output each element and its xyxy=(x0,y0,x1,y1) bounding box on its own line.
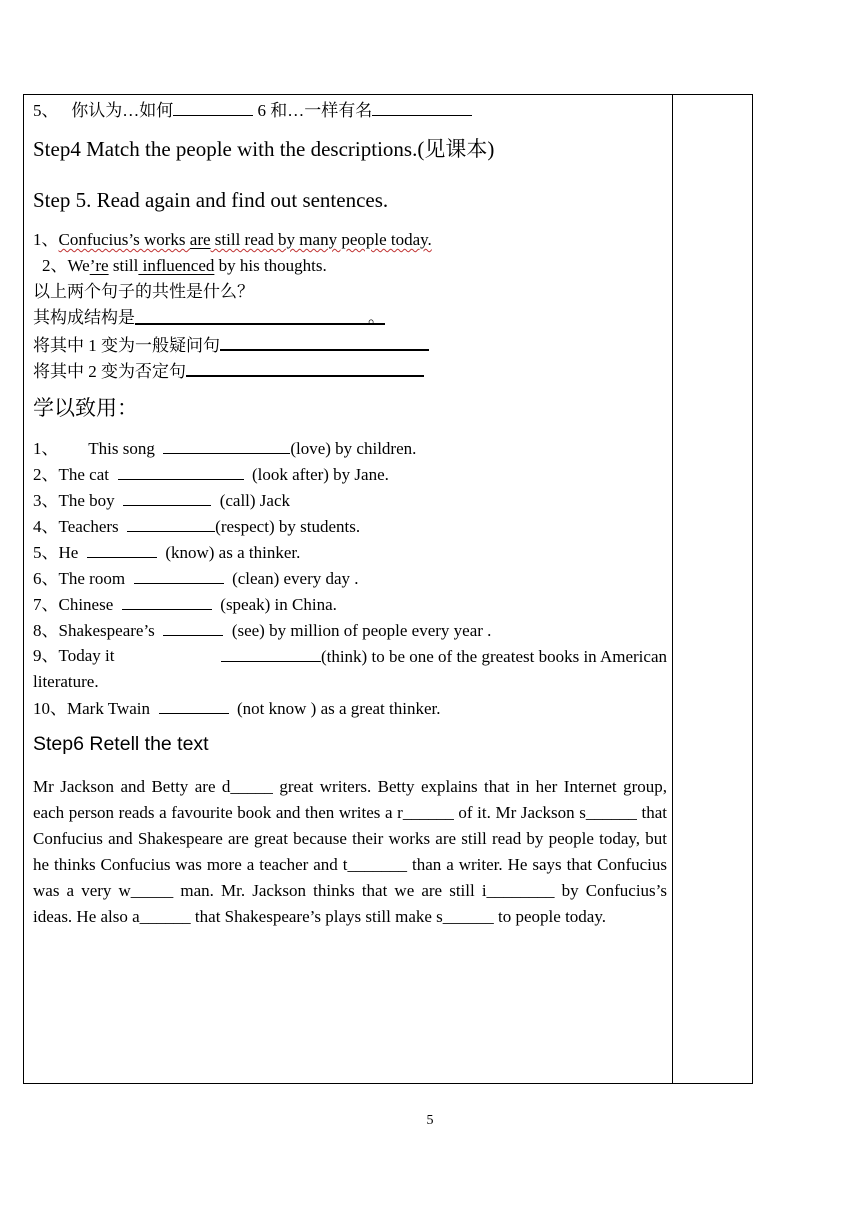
answer-blank xyxy=(118,464,244,480)
common-feature-question: 以上两个句子的共性是什么？ xyxy=(33,282,254,301)
step6-heading: Step6 Retell the text xyxy=(33,733,209,755)
exercise-6: 6、The room (clean) every day . xyxy=(33,569,359,588)
structure-blank: 。 xyxy=(135,308,385,325)
answer-blank xyxy=(159,698,229,714)
answer-blank xyxy=(163,438,290,454)
exercise-4: 4、Teachers (respect) by students. xyxy=(33,517,361,536)
answer-blank xyxy=(123,490,211,506)
structure-line: 其构成结构是 。 xyxy=(33,308,385,327)
sentence-1: 1、Confucius’s works are still read by many people today. xyxy=(33,230,432,249)
answer-blank xyxy=(122,594,212,610)
answer-blank xyxy=(134,568,224,584)
exercise-9-continued: literature. xyxy=(33,672,99,691)
exercise-9: 9、Today it (think) to be one of the greatest books in American xyxy=(33,646,667,666)
retell-paragraph: Mr Jackson and Betty are d_____ great writers. Betty explains that in her Internet group, each person reads a favourite book and then writes a r______ of it. Mr Jackson s______ that Confucius and Shakespeare are great because their works are still read by people today, but he thinks Confucius was more a teacher and t_______ than a writer. He says that Confucius was a very w_____ man. Mr. Jackson thinks that we are still i________ by Confucius’s ideas. He also a______ that Shakespeare’s plays still make s______ to people today. xyxy=(33,777,667,926)
exercise-10: 10、Mark Twain (not know ) as a great thinker. xyxy=(33,699,441,718)
exercise-8: 8、Shakespeare’s (see) by million of people every year . xyxy=(33,621,492,640)
exercise-2: 2、The cat (look after) by Jane. xyxy=(33,465,389,484)
sentence-2: 2、We’re still influenced by his thoughts. xyxy=(42,256,327,275)
blank xyxy=(220,334,429,351)
exercise-7: 7、Chinese (speak) in China. xyxy=(33,595,337,614)
item-5-line: 5、 你认为…如何 6 和…一样有名 xyxy=(33,100,472,121)
blank xyxy=(372,100,472,116)
answer-blank xyxy=(221,646,321,662)
answer-blank xyxy=(163,620,223,636)
right-column-divider xyxy=(672,94,673,1084)
blank xyxy=(186,360,424,377)
practice-heading: 学以致用： xyxy=(33,396,138,420)
exercise-3: 3、The boy (call) Jack xyxy=(33,491,291,510)
exercise-1: 1、 This song (love) by children. xyxy=(33,439,417,458)
step4-heading: Step4 Match the people with the descriptions.(见课本) xyxy=(33,137,495,161)
blank xyxy=(173,100,253,116)
convert-1-line: 将其中 1 变为一般疑问句 xyxy=(33,334,429,356)
page-number: 5 xyxy=(426,1113,434,1128)
answer-blank xyxy=(87,542,157,558)
step5-heading: Step 5. Read again and find out sentences. xyxy=(33,188,389,212)
answer-blank xyxy=(127,516,215,532)
convert-2-line: 将其中 2 变为否定句 xyxy=(33,360,424,382)
exercise-5: 5、He (know) as a thinker. xyxy=(33,543,301,562)
